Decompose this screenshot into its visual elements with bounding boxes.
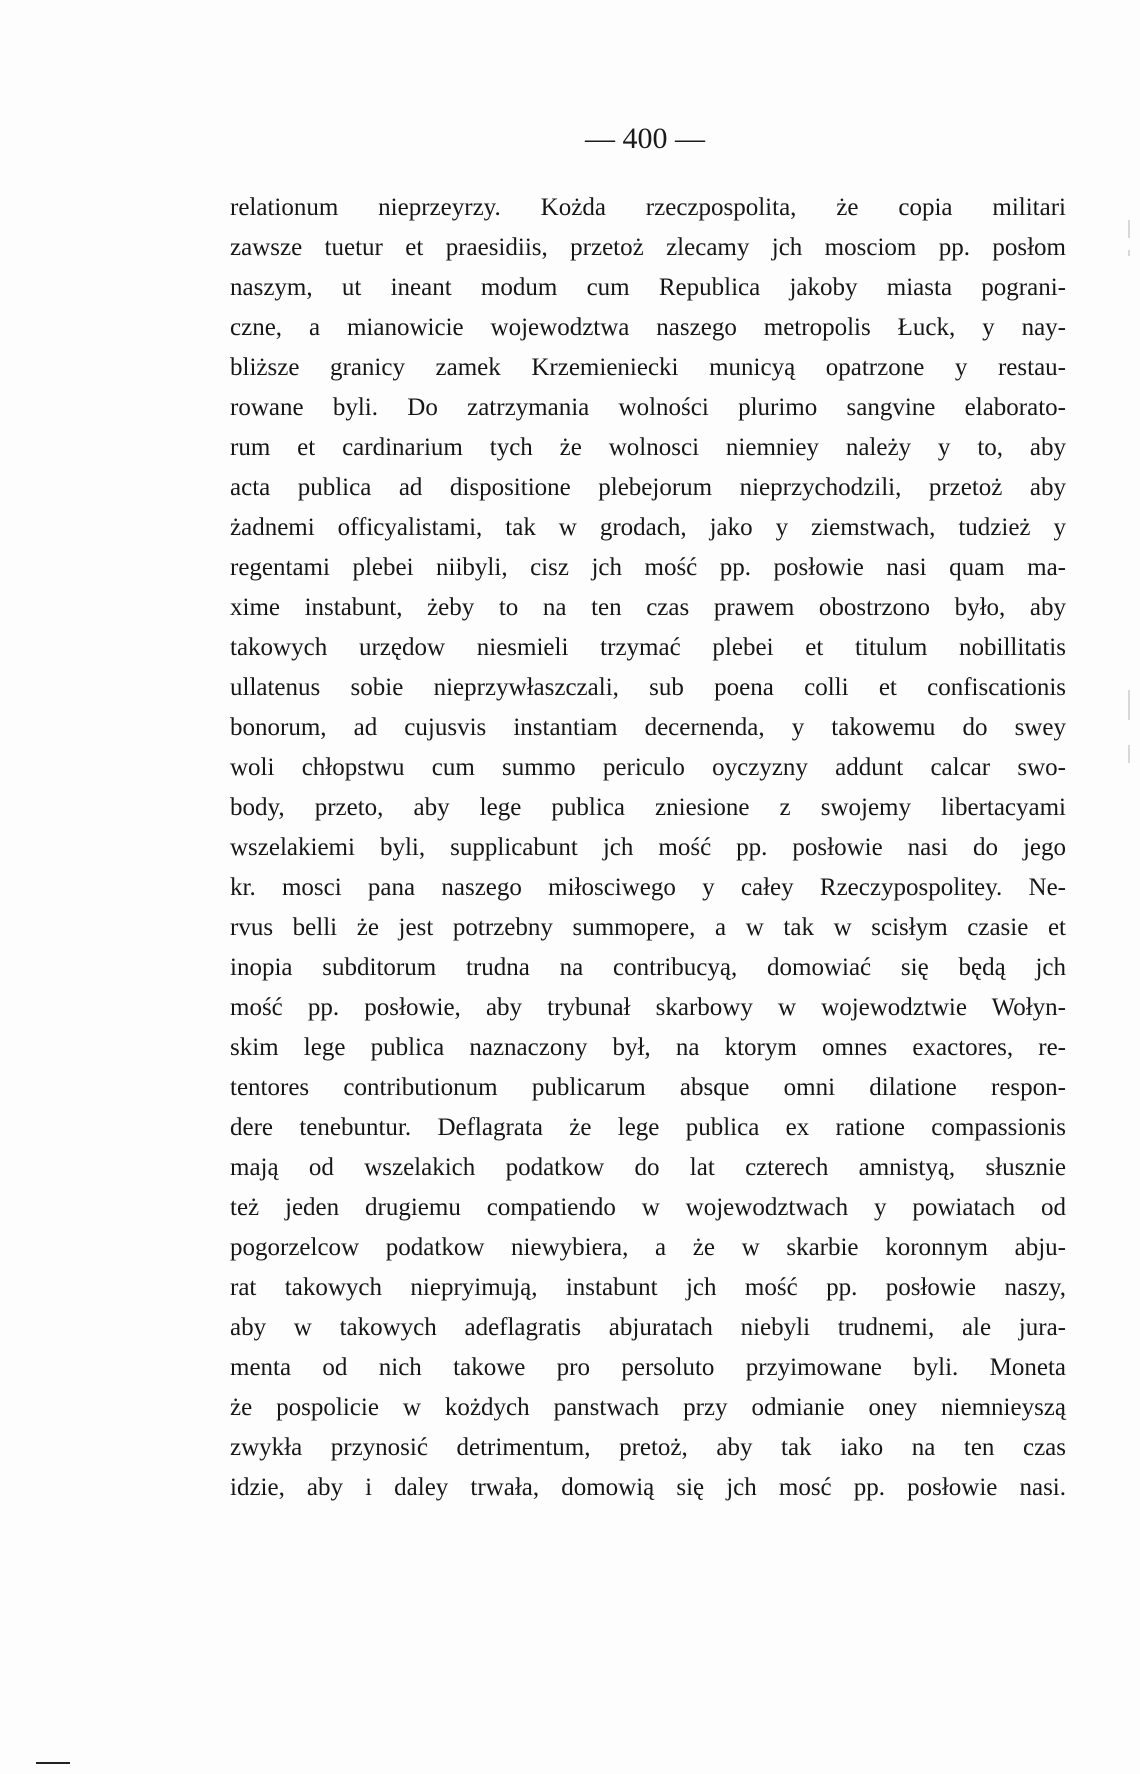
text-line: ullatenus sobie nieprzywłaszczali, sub poena colli et confiscationis	[230, 674, 1066, 701]
text-line: rowane byli. Do zatrzymania wolności plurimo sangvine elaborato-	[230, 394, 1066, 421]
text-line: naszym, ut ineant modum cum Republica jakoby miasta pograni-	[230, 274, 1066, 301]
margin-mark	[1128, 220, 1130, 238]
text-line: xime instabunt, żeby to na ten czas prawem obostrzono było, aby	[230, 594, 1066, 621]
margin-mark	[1128, 250, 1130, 256]
text-line: menta od nich takowe pro persoluto przyimowane byli. Moneta	[230, 1354, 1066, 1381]
text-line: bliższe granicy zamek Krzemieniecki municyą opatrzone y restau-	[230, 354, 1066, 381]
text-line: że pospolicie w kożdych panstwach przy odmianie oney niemnieyszą	[230, 1394, 1066, 1421]
text-line: woli chłopstwu cum summo periculo oyczyzny addunt calcar swo-	[230, 754, 1066, 781]
text-line: czne, a mianowicie wojewodztwa naszego metropolis Łuck, y nay-	[230, 314, 1066, 341]
text-line: aby w takowych adeflagratis abjuratach niebyli trudnemi, ale jura-	[230, 1314, 1066, 1341]
text-line: bonorum, ad cujusvis instantiam decernenda, y takowemu do swey	[230, 714, 1066, 741]
text-line: zawsze tuetur et praesidiis, przetoż zlecamy jch mosciom pp. posłom	[230, 234, 1066, 261]
text-line: dere tenebuntur. Deflagrata że lege publica ex ratione compassionis	[230, 1114, 1066, 1141]
text-line: acta publica ad dispositione plebejorum nieprzychodzili, przetoż aby	[230, 474, 1066, 501]
page-number: — 400 —	[585, 122, 705, 155]
text-line: rum et cardinarium tych że wolnosci niemniey należy y to, aby	[230, 434, 1066, 461]
text-line: body, przeto, aby lege publica zniesione z swojemy libertacyami	[230, 794, 1066, 821]
text-line: rvus belli że jest potrzebny summopere, a w tak w scisłym czasie et	[230, 914, 1066, 941]
margin-mark	[1128, 745, 1130, 763]
text-line: regentami plebei niibyli, cisz jch mość pp. posłowie nasi quam ma-	[230, 554, 1066, 581]
text-line: zwykła przynosić detrimentum, pretoż, aby tak iako na ten czas	[230, 1434, 1066, 1461]
corner-mark	[36, 1762, 70, 1764]
text-line: takowych urzędow niesmieli trzymać plebei et titulum nobillitatis	[230, 634, 1066, 661]
text-line: inopia subditorum trudna na contribucyą, domowiać się będą jch	[230, 954, 1066, 981]
margin-mark	[1128, 690, 1130, 720]
text-line: relationum nieprzeyrzy. Kożda rzeczpospolita, że copia militari	[230, 194, 1066, 221]
text-line: tentores contributionum publicarum absque omni dilatione respon-	[230, 1074, 1066, 1101]
text-line: kr. mosci pana naszego miłosciwego y całey Rzeczypospolitey. Ne-	[230, 874, 1066, 901]
text-line: żadnemi officyalistami, tak w grodach, jako y ziemstwach, tudzież y	[230, 514, 1066, 541]
text-line: też jeden drugiemu compatiendo w wojewodztwach y powiatach od	[230, 1194, 1066, 1221]
text-line: idzie, aby i daley trwała, domowią się jch mosć pp. posłowie nasi.	[230, 1474, 1066, 1501]
text-line: skim lege publica naznaczony był, na ktorym omnes exactores, re-	[230, 1034, 1066, 1061]
text-line: rat takowych niepryimują, instabunt jch mość pp. posłowie naszy,	[230, 1274, 1066, 1301]
text-line: mość pp. posłowie, aby trybunał skarbowy w wojewodztwie Wołyn-	[230, 994, 1066, 1021]
text-line: mają od wszelakich podatkow do lat czterech amnistyą, słusznie	[230, 1154, 1066, 1181]
text-line: wszelakiemi byli, supplicabunt jch mość pp. posłowie nasi do jego	[230, 834, 1066, 861]
body-text	[230, 188, 1066, 1508]
text-line: pogorzelcow podatkow niewybiera, a że w skarbie koronnym abju-	[230, 1234, 1066, 1261]
